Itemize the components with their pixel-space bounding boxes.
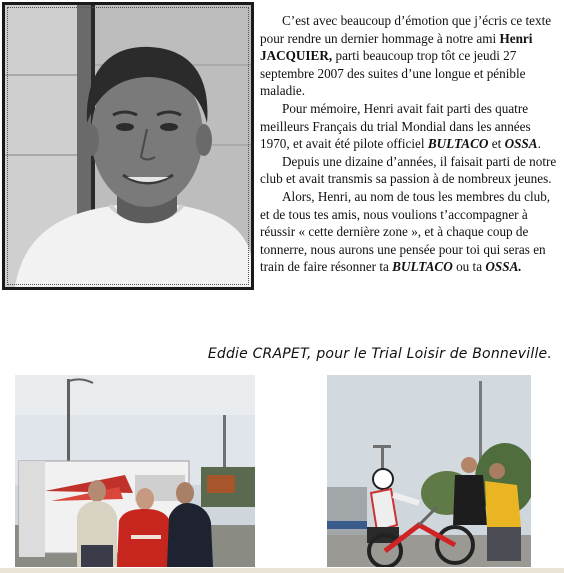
paragraph-4-or: ou ta — [452, 259, 486, 275]
footer-divider — [0, 568, 564, 573]
paragraph-club: Depuis une dizaine d’années, il faisait parti de notre club et avait transmis sa passion à de nombreux jeunes. — [260, 153, 557, 187]
portrait-spacer — [0, 12, 260, 295]
paragraph-1-end: parti beaucoup trop tôt ce jeudi 27 septembre 2007 des suites d’une longue et pénible maladie. — [260, 48, 526, 99]
photo-club-members — [15, 375, 255, 567]
brand-bultaco: BULTACO — [427, 136, 489, 152]
trial-demo-image — [327, 375, 531, 567]
person-name: Henri JACQUIER, — [260, 30, 533, 64]
article-text — [0, 12, 560, 295]
club-members-image — [15, 375, 255, 567]
paragraph-2-end: . — [537, 136, 541, 152]
paragraph-1-start: C’est avec beaucoup d’émotion que j’écris ce texte pour rendre un dernier hommage à notre ami — [260, 13, 552, 46]
brand-ossa: OSSA — [504, 136, 538, 152]
photo-trial-demo — [327, 375, 531, 567]
paragraph-2-start: Pour mémoire, Henri avait fait parti des quatre meilleurs Français du trial Mondial dans les années 1970, et avait été pilote officiel — [260, 100, 531, 152]
brand-bultaco-2: BULTACO — [392, 259, 453, 275]
paragraph-2-and: et — [488, 136, 505, 152]
paragraph-4-start: Alors, Henri, au nom de tous les membres du club, et de tous tes amis, nous voulions t’accompagner à réussir « cette dernière zone », et à chaque coup de tonnerre, nous aurons une pensée pour toi qui seras en train de faire résonner ta — [260, 188, 551, 275]
brand-ossa-2: OSSA. — [485, 259, 522, 275]
signature: Eddie CRAPET, pour le Trial Loisir de Bonneville. — [207, 346, 552, 362]
